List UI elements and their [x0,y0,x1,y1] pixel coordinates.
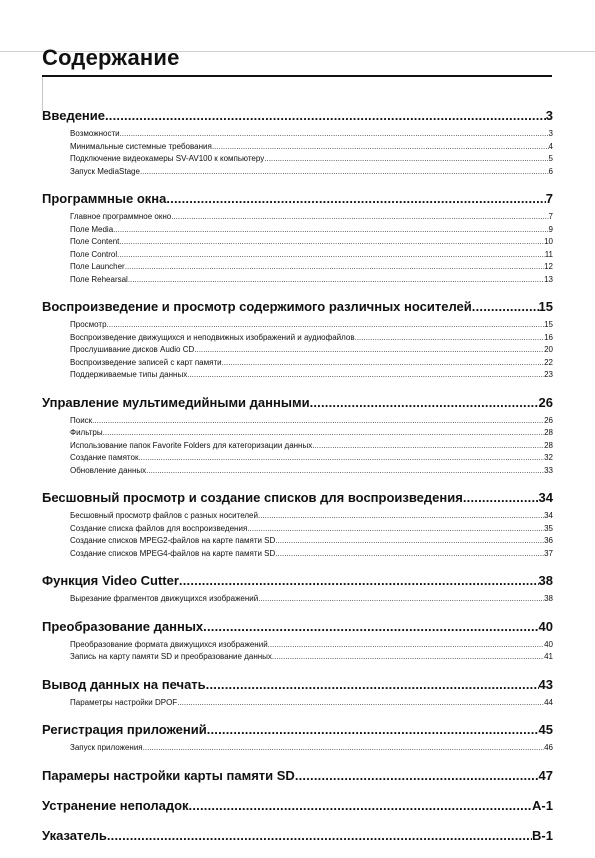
toc-page-number: 47 [538,767,553,783]
toc-subsection-entry[interactable] [42,225,553,238]
margin-rule [42,77,43,111]
toc-subsection-entry[interactable] [42,333,553,346]
toc-subsection-title: Создание списка файлов для воспроизведения [70,523,248,533]
dot-leader [187,370,544,379]
toc-page-number: 34 [538,490,553,505]
toc-subsection-title: Воспроизведение записей с карт памяти [70,357,222,367]
toc-section-entry[interactable] [42,395,553,413]
toc-page-number: 7 [548,212,553,221]
toc-page-number: 22 [544,357,553,367]
toc-subsection-entry[interactable] [42,320,553,333]
dot-leader [258,511,544,520]
toc-section-entry[interactable] [42,573,553,591]
dot-leader [194,345,544,354]
toc-section-entry[interactable] [42,619,553,637]
toc-subsection-entry[interactable] [42,212,553,225]
dot-leader [189,798,533,813]
toc-section [42,798,553,816]
page-title: Содержание [42,45,180,70]
toc-section-title: Регистрация приложений [42,722,207,737]
toc-subsection-entry[interactable] [42,453,553,466]
dot-leader [179,573,539,588]
toc-subsection-title: Создание списков MPEG4-файлов на карте памяти SD [70,548,276,558]
toc-subsection-title: Запуск приложения [70,743,143,752]
toc-subsection-entry[interactable] [42,154,553,167]
toc-subsection-entry[interactable] [42,275,553,288]
toc-subsection-title: Создание памяток [70,453,139,462]
toc-section-entry[interactable] [42,828,553,846]
toc-subsection-entry[interactable] [42,511,553,524]
toc-subsection-entry[interactable] [42,129,553,142]
toc-section [42,768,553,786]
toc-section-title: Бесшовный просмотр и создание списков для воспроизведения [42,490,463,505]
table-of-contents [42,108,553,858]
toc-section-title: Воспроизведение и просмотр содержимого различных носителей [42,299,472,314]
dot-leader [312,441,544,450]
toc-page-number: B-1 [532,827,553,843]
dot-leader [222,358,545,367]
toc-subsection-title: Параметры настройки DPOF [70,697,178,707]
toc-page-number: 33 [544,465,553,475]
toc-section-title: Программные окна [42,191,167,206]
toc-page-number: 15 [544,320,553,329]
toc-subsection-title: Минимальные системные требования [70,141,212,151]
toc-subsection-entry[interactable] [42,524,553,537]
dot-leader [107,828,532,843]
toc-section [42,573,553,607]
toc-page-number: 40 [544,639,553,649]
toc-subsection-title: Подключение видеокамеры SV-AV100 к компьютеру [70,154,265,163]
toc-section [42,677,553,711]
dot-leader [212,142,549,151]
toc-subsection-title: Воспроизведение движущихся и неподвижных изображений и аудиофайлов [70,332,355,342]
toc-section-entry[interactable] [42,490,553,508]
dot-leader [103,428,544,437]
toc-subsection-title: Преобразование формата движущихся изображений [70,639,268,649]
dot-leader [146,466,544,475]
toc-page-number: 6 [548,166,553,176]
toc-page-number: 45 [538,722,553,737]
toc-subsection-entry[interactable] [42,743,553,756]
dot-leader [107,320,545,329]
toc-subsection-entry[interactable] [42,428,553,441]
toc-subsection-title: Поле Content [70,237,120,246]
toc-page-number: 10 [544,237,553,246]
dot-leader [120,129,549,138]
dot-leader [268,640,544,649]
toc-page-number: 44 [544,697,553,707]
dot-leader [463,490,539,505]
dot-leader [206,677,539,692]
dot-leader [275,549,544,558]
toc-subsection-entry[interactable] [42,441,553,454]
dot-leader [105,108,546,123]
toc-section [42,619,553,665]
toc-page-number: 16 [544,332,553,342]
toc-page-number: 34 [544,511,553,520]
toc-section-entry[interactable] [42,798,553,816]
toc-subsection-title: Фильтры [70,428,103,437]
toc-subsection-entry[interactable] [42,167,553,180]
dot-leader [117,250,545,259]
dot-leader [247,524,544,533]
toc-page-number: 28 [544,440,553,450]
toc-page-number: 15 [538,299,553,314]
toc-page-number: 3 [545,108,553,123]
toc-subsection-entry[interactable] [42,237,553,250]
toc-page-number: 13 [544,274,553,284]
toc-subsection-entry[interactable] [42,370,553,383]
toc-subsection-entry[interactable] [42,416,553,429]
toc-section [42,395,553,479]
dot-leader [119,237,544,246]
toc-page-number: 9 [548,224,553,234]
dot-leader [207,722,539,737]
title-underline [42,75,552,77]
dot-leader [143,743,544,752]
dot-leader [140,167,549,176]
toc-subsection-title: Возможности [70,129,120,138]
toc-section [42,722,553,756]
toc-subsection-entry[interactable] [42,640,553,653]
toc-subsection-title: Поддерживаемые типы данных [70,370,188,379]
toc-section-entry[interactable] [42,722,553,740]
toc-subsection-entry[interactable] [42,652,553,665]
toc-section-entry[interactable] [42,299,553,317]
toc-page-number: 40 [538,618,553,634]
toc-section [42,108,553,179]
toc-page-number: 37 [544,548,553,558]
dot-leader [258,594,544,603]
toc-section [42,828,553,846]
toc-section-title: Парамеры настройки карты памяти SD [42,767,295,783]
toc-page-number: A-1 [532,797,553,813]
toc-page-number: 12 [544,262,553,271]
toc-page-number: 32 [544,453,553,462]
toc-subsection-title: Бесшовный просмотр файлов с разных носителей [70,511,258,520]
toc-subsection-title: Главное программное окно [70,212,172,221]
toc-section-title: Функция Video Cutter [42,573,179,588]
toc-page-number: 11 [544,249,553,259]
dot-leader [310,395,539,410]
toc-subsection-title: Поле Rehearsal [70,274,128,284]
toc-subsection-entry[interactable] [42,142,553,155]
toc-section [42,490,553,561]
toc-page-number: 46 [544,743,553,752]
toc-subsection-entry[interactable] [42,358,553,371]
toc-section-title: Вывод данных на печать [42,676,206,692]
toc-subsection-title: Поле Launcher [70,262,125,271]
toc-section-entry[interactable] [42,108,553,126]
dot-leader [113,225,548,234]
dot-leader [275,536,544,545]
toc-subsection-title: Прослушивание дисков Audio CD [70,345,195,354]
dot-leader [125,262,544,271]
toc-subsection-title: Вырезание фрагментов движущихся изображений [70,594,259,603]
toc-section-title: Управление мультимедийными данными [42,394,310,410]
toc-page-number: 26 [544,415,553,425]
toc-subsection-entry[interactable] [42,262,553,275]
dot-leader [92,416,544,425]
toc-subsection-title: Поле Control [70,249,118,259]
toc-section-title: Указатель [42,827,107,843]
toc-page-number: 36 [544,536,553,545]
toc-subsection-title: Создание списков MPEG2-файлов на карте памяти SD [70,536,276,545]
toc-page-number: 5 [548,154,553,163]
dot-leader [177,698,544,707]
dot-leader [203,619,538,634]
toc-subsection-title: Запись на карту памяти SD и преобразование данных [70,652,272,661]
toc-section-entry[interactable] [42,677,553,695]
toc-subsection-entry[interactable] [42,250,553,263]
toc-page-number: 23 [544,370,553,379]
toc-page-number: 38 [544,594,553,603]
toc-subsection-title: Обновление данных [70,465,147,475]
toc-subsection-title: Просмотр [70,320,107,329]
toc-subsection-title: Поле Media [70,224,114,234]
toc-page-number: 35 [544,523,553,533]
dot-leader [355,333,545,342]
toc-subsection-title: Запуск MediaStage [70,166,140,176]
dot-leader [138,453,544,462]
toc-section-title: Устранение неполадок [42,797,189,813]
toc-section-entry[interactable] [42,191,553,209]
dot-leader [472,299,539,314]
dot-leader [128,275,544,284]
toc-subsection-entry[interactable] [42,536,553,549]
toc-subsection-entry[interactable] [42,594,553,607]
toc-section [42,191,553,287]
toc-subsection-title: Использование папок Favorite Folders для категоризации данных [70,440,313,450]
toc-subsection-entry[interactable] [42,345,553,358]
dot-leader [272,652,544,661]
toc-subsection-title: Поиск [70,415,93,425]
toc-page-number: 38 [538,573,553,588]
toc-page-number: 26 [538,394,553,410]
toc-subsection-entry[interactable] [42,549,553,562]
dot-leader [166,191,545,206]
dot-leader [295,768,539,783]
toc-section [42,299,553,383]
dot-leader [264,154,548,163]
toc-page-number: 3 [548,129,553,138]
toc-page-number: 4 [548,141,553,151]
toc-subsection-entry[interactable] [42,698,553,711]
toc-page-number: 41 [544,652,553,661]
toc-section-title: Преобразование данных [42,618,204,634]
toc-section-title: Введение [42,108,105,123]
toc-page-number: 28 [544,428,553,437]
toc-subsection-entry[interactable] [42,466,553,479]
dot-leader [171,212,548,221]
toc-page-number: 7 [545,191,553,206]
toc-section-entry[interactable] [42,768,553,786]
toc-page-number: 20 [544,345,553,354]
toc-page-number: 43 [538,676,553,692]
